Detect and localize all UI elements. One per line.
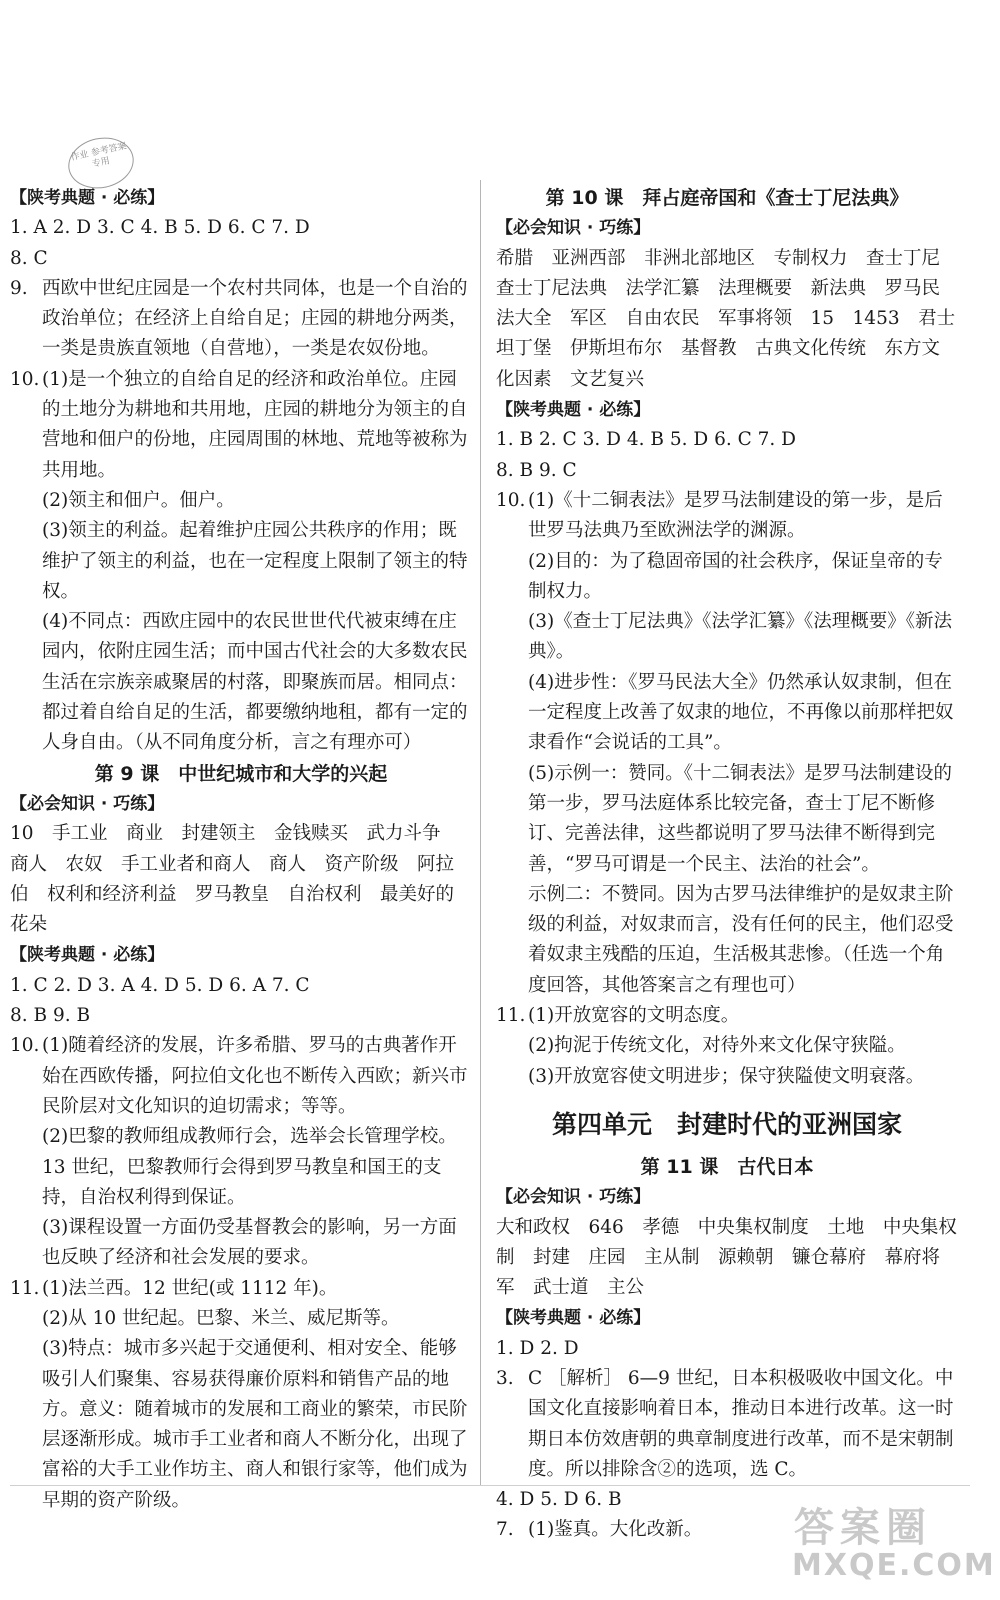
- keyword-answers: 10 手工业 商业 封建领主 金钱赎买 武力斗争 商人 农奴 手工业者和商人 商人 资产阶级 阿拉伯 权利和经济利益 罗马教皇 自治权利 最美好的花朵: [10, 823, 460, 936]
- answer-text: (2)目的：为了稳固帝国的社会秩序，保证皇帝的专制权力。: [528, 550, 943, 602]
- answer-text: (1)鉴真。大化改新。: [528, 1519, 703, 1541]
- question-number: 11.: [10, 1277, 40, 1299]
- watermark-title: 答案圈: [794, 1505, 932, 1551]
- question-3: [496, 1364, 958, 1485]
- answer-line: 1. A 2. D 3. C 4. B 5. D 6. C 7. D: [10, 217, 310, 239]
- answer-text: (4)进步性：《罗马民法大全》仍然承认奴隶制，但在一定程度上改善了奴隶的地位，不再像以前那样把奴隶看作“会说话的工具”。: [528, 671, 954, 754]
- answer-line: 8. B 9. B: [10, 1005, 91, 1027]
- section-header: 【陕考典题 · 必练】: [496, 1308, 651, 1329]
- question-number: 9.: [10, 277, 28, 299]
- lesson-title: 第 10 课 拜占庭帝国和《查士丁尼法典》: [545, 187, 909, 209]
- answer-line: 8. C: [10, 247, 48, 269]
- left-column: [10, 183, 472, 1516]
- keyword-answers: 大和政权 646 孝德 中央集权制度 土地 中央集权制 封建 庄园 主从制 源赖朝 镰仓幕府 幕府将军 武士道 主公: [496, 1216, 957, 1299]
- question-11: [496, 1001, 958, 1031]
- answer-text: (2)拘泥于传统文化，对待外来文化保守狭隘。: [528, 1035, 906, 1057]
- question-number: 3.: [496, 1367, 514, 1389]
- answer-line: 4. D 5. D 6. B: [496, 1489, 622, 1511]
- question-10: [496, 486, 958, 547]
- column-divider: [480, 180, 481, 1485]
- question-10b: [10, 1031, 472, 1122]
- answer-text: (2)从 10 世纪起。巴黎、米兰、威尼斯等。: [42, 1307, 400, 1329]
- answer-text: (1)随着经济的发展，许多希腊、罗马的古典著作开始在西欧传播，阿拉伯文化也不断传入西欧；新兴市民阶层对文化知识的迫切需求；等等。: [42, 1035, 468, 1117]
- answer-text: (3)开放宽容使文明进步；保守狭隘使文明衰落。: [528, 1065, 925, 1087]
- section-header: 【必会知识 · 巧练】: [496, 1187, 651, 1208]
- answer-line: 1. D 2. D: [496, 1337, 579, 1359]
- answer-line: 8. B 9. C: [496, 459, 577, 481]
- section-header: 【陕考典题 · 必练】: [10, 945, 165, 966]
- answer-line: 1. C 2. D 3. A 4. D 5. D 6. A 7. C: [10, 974, 310, 996]
- section-header: 【必会知识 · 巧练】: [496, 218, 651, 239]
- answer-text: (4)不同点：西欧庄园中的农民世世代代被束缚在庄园内，依附庄园生活；而中国古代社会的大多数农民生活在宗族亲戚聚居的村落，即聚族而居。相同点：都过着自给自足的生活，都要缴纳地租，都有一定的人身自由。（从不同角度分析，言之有理亦可）: [42, 611, 468, 754]
- answer-text: (2)巴黎的教师组成教师行会，选举会长管理学校。13 世纪，巴黎教师行会得到罗马教皇和国王的支持，自治权利得到保证。: [42, 1126, 457, 1208]
- homework-stamp: 作业 参考答案专用: [64, 132, 139, 195]
- watermark-url: MXQE.COM: [792, 1548, 996, 1583]
- answer-text: (3)课程设置一方面仍受基督教会的影响，另一方面也反映了经济和社会发展的要求。: [42, 1217, 457, 1269]
- question-number: 10.: [10, 368, 40, 390]
- section-header: 【陕考典题 · 必练】: [496, 400, 651, 421]
- answer-text: (1)开放宽容的文明态度。: [528, 1005, 740, 1027]
- question-9: [10, 274, 472, 365]
- right-column: [496, 183, 958, 1546]
- question-number: 7.: [496, 1519, 514, 1541]
- unit-title: 第四单元 封建时代的亚洲国家: [551, 1109, 902, 1139]
- answer-text: (1)是一个独立的自给自足的经济和政治单位。庄园的土地分为耕地和共用地，庄园的耕地分为领主的自营地和佃户的份地，庄园周围的林地、荒地等被称为共用地。: [42, 368, 468, 481]
- answer-text: 西欧中世纪庄园是一个农村共同体，也是一个自治的政治单位；在经济上自给自足；庄园的耕地分两类，一类是贵族直领地（自营地），一类是农奴份地。: [42, 277, 468, 360]
- question-11b: [10, 1274, 472, 1304]
- answer-text: (3)特点：城市多兴起于交通便利、相对安全、能够吸引人们聚集、容易获得廉价原料和销售产品的地方。意义：随着城市的发展和工商业的繁荣，市民阶层逐渐形成。城市手工业者和商人不断分化，出现了富裕的大手工业作坊主、商人和银行家等，他们成为早期的资产阶级。: [42, 1338, 468, 1511]
- section-header: 【陕考典题 · 必练】: [10, 188, 165, 208]
- answer-text: (2)领主和佃户。佃户。: [42, 489, 235, 511]
- answer-text: 示例二：不赞同。因为古罗马法律维护的是奴隶主阶级的利益，对奴隶而言，没有任何的民主，他们忍受着奴隶主残酷的压迫，生活极其悲惨。（任选一个角度回答，其他答案言之有理也可）: [528, 883, 954, 996]
- site-watermark: [748, 1476, 996, 1594]
- answer-text: (1)《十二铜表法》是罗马法制建设的第一步，是后世罗马法典乃至欧洲法学的渊源。: [528, 489, 943, 542]
- lesson-title: 第 11 课 古代日本: [640, 1155, 814, 1178]
- answer-text: C ［解析］ 6—9 世纪，日本积极吸收中国文化。中国文化直接影响着日本，推动日本进行改革。这一时期日本仿效唐朝的典章制度进行改革，而不是宋朝制度。所以排除含②的选项，选 C。: [528, 1367, 954, 1480]
- question-number: 10.: [496, 489, 526, 511]
- answer-line: 1. B 2. C 3. D 4. B 5. D 6. C 7. D: [496, 429, 797, 451]
- answer-text: (3)《查士丁尼法典》《法学汇纂》《法理概要》《新法典》。: [528, 611, 952, 663]
- question-10: [10, 365, 472, 486]
- answer-text: (1)法兰西。12 世纪(或 1112 年)。: [42, 1277, 338, 1299]
- section-header: 【必会知识 · 巧练】: [10, 793, 165, 814]
- question-number: 11.: [496, 1005, 526, 1027]
- answer-text: (3)领主的利益。起着维护庄园公共秩序的作用；既维护了领主的利益，也在一定程度上限制了领主的特权。: [42, 520, 468, 602]
- keyword-answers: 希腊 亚洲西部 非洲北部地区 专制权力 查士丁尼 查士丁尼法典 法学汇纂 法理概要 新法典 罗马民法大全 军区 自由农民 军事将领 15 1453 君士坦丁堡 伊斯坦布尔 基督教 古典文化传统 东方文化因素 文艺复兴: [496, 247, 959, 390]
- question-number: 10.: [10, 1035, 40, 1057]
- lesson-title: 第 9 课 中世纪城市和大学的兴起: [94, 762, 388, 785]
- answer-text: (5)示例一：赞同。《十二铜表法》是罗马法制建设的第一步，罗马法庭体系比较完备，查士丁尼不断修订、完善法律，这些都说明了罗马法律不断得到完善，“罗马可谓是一个民主、法治的社会”。: [528, 762, 952, 875]
